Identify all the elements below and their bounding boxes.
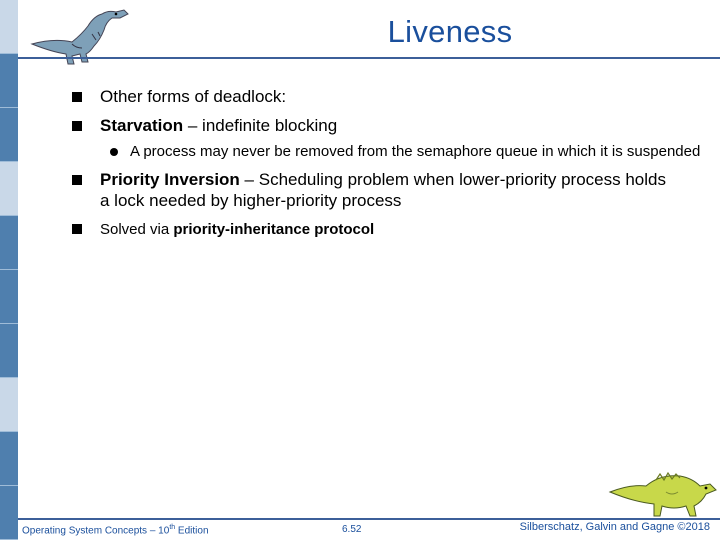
term-priority-inheritance: priority-inheritance protocol (173, 221, 375, 238)
page-number: 6.52 (342, 524, 362, 535)
sidebar-block (0, 432, 18, 486)
slide-title: Liveness (387, 14, 513, 49)
bullet-item (72, 115, 682, 136)
term-starvation: Starvation (100, 116, 184, 135)
bullet-rest: – Scheduling problem when lower-priority process holds a lock needed by higher-priority process (100, 170, 666, 210)
sub-bullet-text: A process may never be removed from the semaphore queue in which it is suspended (130, 143, 701, 160)
square-bullet-icon (72, 121, 82, 131)
bullet-text (100, 170, 666, 210)
sidebar-block (0, 378, 18, 432)
bullet-item (72, 169, 680, 211)
footer-book-title: Operating System Concepts – 10th Edition (22, 524, 209, 537)
bullet-rest: – indefinite blocking (183, 116, 338, 135)
square-bullet-icon (72, 92, 82, 102)
bullet-text (100, 221, 374, 238)
title-rule (18, 57, 720, 59)
term-priority-inversion: Priority Inversion (100, 170, 240, 189)
bullet-pre: Solved via (100, 221, 174, 238)
bullet-text (100, 116, 337, 135)
slide-body (72, 86, 701, 240)
sidebar-block (0, 486, 18, 540)
sidebar-block (0, 54, 18, 108)
bullet-item (72, 86, 682, 107)
sidebar-block (0, 270, 18, 324)
dinosaur-mascot-icon (606, 462, 718, 520)
sub-bullet-item (72, 142, 720, 161)
sidebar-block (0, 108, 18, 162)
footer-rule (18, 518, 720, 520)
round-bullet-icon (110, 148, 118, 156)
sidebar-block (0, 0, 18, 54)
bullet-item (72, 219, 682, 240)
left-sidebar (0, 0, 18, 540)
square-bullet-icon (72, 175, 82, 185)
sidebar-block (0, 324, 18, 378)
footer-copyright: Silberschatz, Galvin and Gagne ©2018 (519, 521, 710, 533)
bullet-text: Other forms of deadlock: (100, 87, 287, 106)
sidebar-block (0, 216, 18, 270)
sidebar-block (0, 162, 18, 216)
square-bullet-icon (72, 224, 82, 234)
